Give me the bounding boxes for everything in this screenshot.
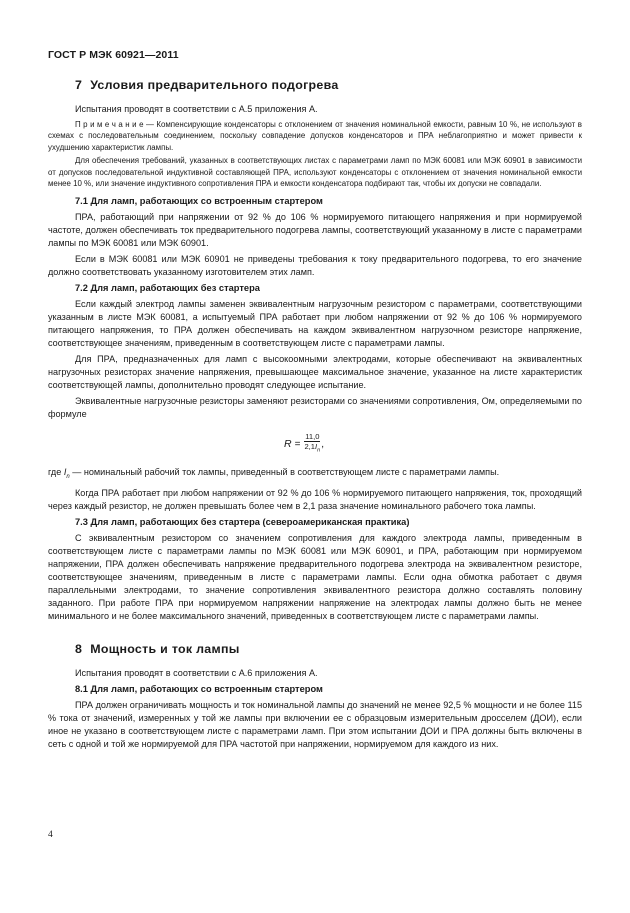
where-text: — номинальный рабочий ток лампы, приведенный в соответствующем листе с параметрами лампы. (69, 467, 500, 478)
section-8-title: Мощность и ток лампы (90, 642, 240, 657)
section-7-intro: Испытания проводят в соответствии с А.5 приложения А. (75, 104, 318, 114)
subsection-7-2-para-4: Когда ПРА работает при любом напряжении от 92 % до 106 % нормируемого питающего напряжения, ток, проходящий через каждый резистор, не должен превышать более чем в 2,1 раза значение номинального рабочего тока лампы. (48, 488, 582, 512)
where-prefix: где (48, 467, 62, 478)
section-7-title: Условия предварительного подогрева (90, 78, 339, 92)
where-var: I (63, 467, 67, 478)
section-7-heading (48, 77, 582, 93)
subsection-7-2-heading: 7.2 Для ламп, работающих без стартера (75, 283, 260, 294)
subsection-7-1-para-1: ПРА, работающий при напряжении от 92 % до 106 % нормируемого питающего напряжения и при нормируемой частоте, должен обеспечивать ток предварительного подогрева лампы, соответствующий указанному в листе с параметрами лампы по МЭК 60081 или МЭК 60901. (48, 212, 582, 249)
section-7-note-2: Для обеспечения требований, указанных в соответствующих листах с параметрами ламп по МЭК 60081 или МЭК 60901 в зависимости от допусков последовательной индуктивной составляющей ПРА, используют конденсаторы с отклонением от значения номинальной емкости менее 10 %, или значение индуктивного сопротивления ПРА и емкости конденсатора подбирают так, чтобы их допуски не совпадали. (48, 156, 582, 189)
subsection-7-2-para-1: Если каждый электрод лампы заменен эквивалентным нагрузочным резистором с параметрами, соответствующими указанным в листе МЭК 60081, а испытуемый ПРА работает при любом напряжении от 92 % до 106 % нормируемого питающего напряжения, то ПРА должен обеспечивать на каждом эквивалентном нагрузочном резисторе напряжение, соответствующее значениям, приведенным в соответствующем листе с параметрами лампы. (48, 299, 582, 349)
formula-den-var: I (315, 442, 318, 452)
subsection-7-3-heading: 7.3 Для ламп, работающих без стартера (североамериканская практика) (75, 517, 410, 528)
section-7-number: 7 (75, 78, 83, 92)
subsection-8-1-para-1: ПРА должен ограничивать мощность и ток номинальной лампы до значений не менее 92,5 % мощности и не более 115 % тока от значений, измеренных у той же лампы при включении ее с образцовым измерительным дросселем (ДОИ), если иное не указано в соответствующем листе с параметрами ламп. При этом испытании ДОИ и ПРА должны быть включены в сеть с одной и той же нормируемой для ПРА частотой при напряжении, нормируемом для каждого из них. (48, 700, 582, 750)
document-body (48, 77, 582, 754)
formula-fraction (303, 432, 321, 456)
formula-den-coef: 2,1 (304, 442, 315, 452)
formula-numerator: 11,0 (305, 432, 320, 442)
section-8-intro: Испытания проводят в соответствии с А.6 приложения А. (75, 668, 318, 679)
section-8 (48, 641, 582, 751)
formula-denominator (303, 442, 321, 456)
section-8-heading (48, 641, 582, 657)
subsection-8-1-heading: 8.1 Для ламп, работающих со встроенным стартером (75, 684, 323, 695)
section-8-number: 8 (75, 642, 83, 657)
subsection-7-3-para-1: С эквивалентным резистором со значением сопротивления для каждого электрода лампы, приведенным в соответствующем листе с параметрами лампы по МЭК 60081 или МЭК 60901, и ПРА, работающим при нормируемом напряжении, ПРА должен обеспечивать напряжение предварительного подогрева электрода на эквивалентном резисторе, соответствующее значениям, приведенным в листе с параметрами лампы. Если одна обмотка работает с двумя параллельными электродами, то значение сопротивления эквивалентного резистора должно составлять половину заданного. При работе ПРА при нормируемом напряжении напряжение на электродах лампы должно быть не менее минимального и не более максимального значений, приведенных в соответствующем листе с параметрами лампы. (48, 533, 582, 622)
formula-equals: = (294, 438, 301, 450)
subsection-7-1-heading: 7.1 Для ламп, работающих со встроенным стартером (75, 196, 323, 207)
where-sub: n (66, 474, 70, 481)
subsection-7-1-para-2: Если в МЭК 60081 или МЭК 60901 не приведены требования к току предварительного подогрева, то его значение должно соответствовать указанному изготовителем этих ламп. (48, 254, 582, 278)
formula-lhs: R (284, 438, 292, 451)
resistance-formula (48, 430, 582, 456)
page-number: 4 (48, 830, 53, 840)
formula-den-sub: n (317, 447, 321, 454)
section-7-note-1: П р и м е ч а н и е — Компенсирующие конденсаторы с отклонением от значения номинальной емкости, равным 10 %, не используют в схемах с последовательным соединением, поскольку совпадение допусков конденсаторов и ПРА неблагоприятно и может привести к ухудшению характеристик лампы. (48, 120, 582, 152)
document-header: ГОСТ Р МЭК 60921—2011 (48, 49, 179, 61)
formula-where-clause (48, 466, 582, 484)
subsection-7-2-para-2: Для ПРА, предназначенных для ламп с высокоомными электродами, которые обеспечивают на эквивалентных нагрузочных резисторах значение напряжения, превышающее максимальное значение, указанное на листе характеристик соответствующей лампы, дополнительно проводят следующее испытание. (48, 354, 582, 391)
subsection-7-2-para-3: Эквивалентные нагрузочные резисторы заменяют резисторами со значениями сопротивления, Ом, определяемыми по формуле (48, 396, 582, 420)
formula-tail: , (321, 438, 324, 450)
